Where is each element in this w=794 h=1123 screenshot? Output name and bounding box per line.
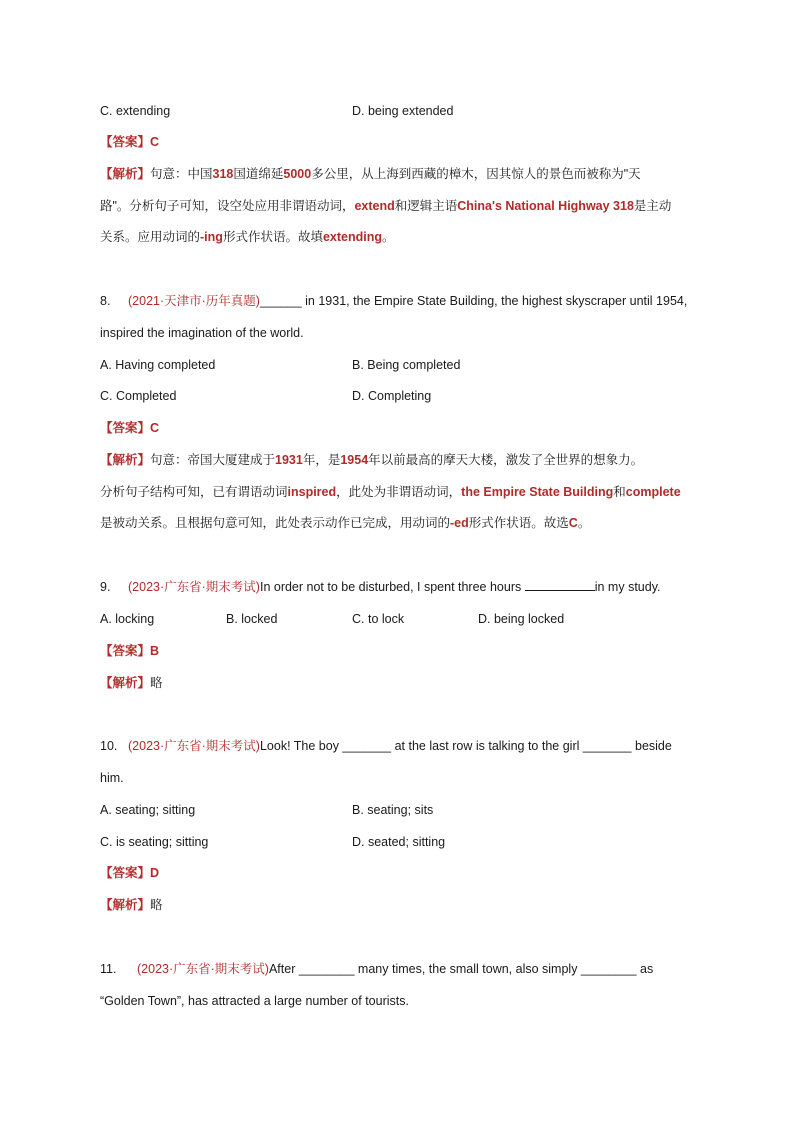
q10-option-c: C. is seating; sitting (100, 835, 209, 849)
answer-value: B (150, 644, 160, 658)
q7-explanation-line-2: 路"。分析句子可知，设空处应用非谓语动词，extend和逻辑主语China's National Highway 318是主动 (100, 199, 672, 213)
answer-value: C (150, 135, 160, 149)
answer-label: 【答案】 (100, 421, 151, 435)
q8-option-a: A. Having completed (100, 358, 216, 372)
q9-option-d: D. being locked (478, 612, 565, 626)
q10-stem-line-2: him. (100, 771, 124, 785)
q10-option-b: B. seating; sits (352, 803, 434, 817)
q10-explanation: 【解析】略 (100, 898, 163, 912)
q8-explanation-line-2: 分析句子结构可知，已有谓语动词inspired，此处为非谓语动词，the Empire State Building和complete (100, 485, 681, 499)
q8-option-c: C. Completed (100, 389, 177, 403)
q8-option-d: D. Completing (352, 389, 432, 403)
q9-option-c: C. to lock (352, 612, 405, 626)
q9-option-b: B. locked (226, 612, 278, 626)
q10-option-d: D. seated; sitting (352, 835, 446, 849)
explanation-label: 【解析】 (100, 453, 151, 467)
question-source: (2023·广东省·期末考试) (137, 962, 269, 976)
q7-explanation-line-1: 【解析】句意：中国318国道绵延5000多公里，从上海到西藏的樟木，因其惊人的景色而被称为"天 (100, 167, 641, 181)
q7-option-c: C. extending (100, 104, 171, 118)
answer-label: 【答案】 (100, 135, 151, 149)
question-source: (2021·天津市·历年真题) (128, 294, 260, 308)
answer-label: 【答案】 (100, 866, 151, 880)
question-number: 8. (100, 294, 111, 308)
question-number: 10. (100, 739, 118, 753)
question-source: (2023·广东省·期末考试) (128, 739, 260, 753)
question-source: (2023·广东省·期末考试) (128, 580, 260, 594)
q10-stem-line-1: 10. (2023·广东省·期末考试)Look! The boy _______ at the last row is talking to the girl _______ beside (100, 739, 672, 753)
q8-stem-line-1: 8. (2021·天津市·历年真题)______ in 1931, the Empire State Building, the highest skyscraper until 1954, (100, 294, 688, 308)
answer-value: D (150, 866, 160, 880)
q8-stem-line-2: inspired the imagination of the world. (100, 326, 304, 340)
q9-stem: 9. (2023·广东省·期末考试)In order not to be disturbed, I spent three hours in my study. (100, 580, 661, 594)
answer-label: 【答案】 (100, 644, 151, 658)
q10-option-a: A. seating; sitting (100, 803, 196, 817)
question-number: 11. (100, 962, 117, 976)
q7-option-d: D. being extended (352, 104, 454, 118)
q8-explanation-line-1: 【解析】句意：帝国大厦建成于1931年，是1954年以前最高的摩天大楼，激发了全世界的想象力。 (100, 453, 644, 467)
answer-value: C (150, 421, 160, 435)
q8-explanation-line-3: 是被动关系。且根据句意可知，此处表示动作已完成，用动词的-ed形式作状语。故选C。 (100, 516, 591, 530)
explanation-label: 【解析】 (100, 167, 151, 181)
q7-answer (100, 133, 159, 151)
q9-option-a: A. locking (100, 612, 155, 626)
q11-stem-line-2: “Golden Town”, has attracted a large number of tourists. (100, 994, 409, 1008)
q7-explanation-line-3: 关系。应用动词的-ing形式作状语。故填extending。 (100, 230, 395, 244)
answer-blank (525, 578, 595, 591)
explanation-label: 【解析】 (100, 898, 151, 912)
explanation-label: 【解析】 (100, 676, 151, 690)
q10-answer (100, 864, 159, 882)
q8-option-b: B. Being completed (352, 358, 461, 372)
q9-answer (100, 642, 159, 660)
q8-answer (100, 419, 159, 437)
q9-explanation: 【解析】略 (100, 676, 163, 690)
question-number: 9. (100, 580, 111, 594)
q11-stem-line-1: 11. (2023·广东省·期末考试)After ________ many times, the small town, also simply ________ as (100, 962, 654, 976)
